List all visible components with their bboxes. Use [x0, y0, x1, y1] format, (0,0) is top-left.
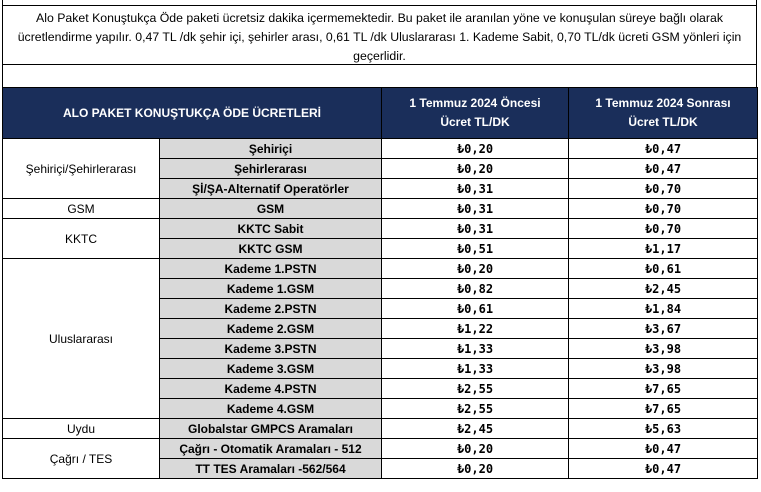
price-before-cell: ₺0,20: [382, 259, 569, 279]
price-after-cell: ₺3,67: [569, 319, 758, 339]
price-before-cell: ₺2,55: [382, 379, 569, 399]
price-after-cell: ₺0,47: [569, 439, 758, 459]
category-cell: Çağrı / TES: [3, 439, 160, 479]
item-cell: Şİ/ŞA-Alternatif Operatörler: [160, 179, 382, 199]
empty-spacer-row: [2, 65, 757, 87]
item-cell: Şehiriçi: [160, 139, 382, 159]
header-before: [382, 88, 569, 139]
item-cell: Kademe 4.GSM: [160, 399, 382, 419]
price-after-cell: ₺0,70: [569, 179, 758, 199]
item-cell: Globalstar GMPCS Aramaları: [160, 419, 382, 439]
table-row: [3, 259, 758, 279]
price-before-cell: ₺2,55: [382, 399, 569, 419]
price-after-cell: ₺0,47: [569, 139, 758, 159]
price-before-cell: ₺1,33: [382, 339, 569, 359]
price-after-cell: ₺2,45: [569, 279, 758, 299]
item-cell: Çağrı - Otomatik Aramaları - 512: [160, 439, 382, 459]
price-after-cell: ₺7,65: [569, 379, 758, 399]
price-after-cell: ₺3,98: [569, 339, 758, 359]
price-after-cell: ₺1,84: [569, 299, 758, 319]
item-cell: Kademe 2.GSM: [160, 319, 382, 339]
price-before-cell: ₺0,31: [382, 219, 569, 239]
item-cell: Kademe 3.PSTN: [160, 339, 382, 359]
item-cell: Kademe 2.PSTN: [160, 299, 382, 319]
price-after-cell: ₺7,65: [569, 399, 758, 419]
header-after-line2: Ücret TL/DK: [628, 115, 698, 129]
price-after-cell: ₺5,63: [569, 419, 758, 439]
item-cell: GSM: [160, 199, 382, 219]
item-cell: Kademe 4.PSTN: [160, 379, 382, 399]
price-after-cell: ₺3,98: [569, 359, 758, 379]
price-after-cell: ₺0,70: [569, 219, 758, 239]
price-after-cell: ₺0,61: [569, 259, 758, 279]
table-row: [3, 139, 758, 159]
item-cell: KKTC GSM: [160, 239, 382, 259]
header-after-line1: 1 Temmuz 2024 Sonrası: [595, 96, 731, 110]
price-before-cell: ₺1,33: [382, 359, 569, 379]
table-row: [3, 439, 758, 459]
header-after: [569, 88, 758, 139]
table-row: [3, 199, 758, 219]
category-cell: Uluslararası: [3, 259, 160, 419]
item-cell: Kademe 1.GSM: [160, 279, 382, 299]
item-cell: Kademe 1.PSTN: [160, 259, 382, 279]
header-title: ALO PAKET KONUŞTUKÇA ÖDE ÜCRETLERİ: [3, 88, 382, 139]
item-cell: KKTC Sabit: [160, 219, 382, 239]
price-before-cell: ₺0,51: [382, 239, 569, 259]
tariff-table: [2, 87, 758, 479]
table-row: [3, 419, 758, 439]
item-cell: TT TES Aramaları -562/564: [160, 459, 382, 479]
table-row: [3, 219, 758, 239]
header-before-line2: Ücret TL/DK: [440, 115, 510, 129]
price-before-cell: ₺0,31: [382, 179, 569, 199]
price-after-cell: ₺0,47: [569, 159, 758, 179]
price-before-cell: ₺0,61: [382, 299, 569, 319]
price-before-cell: ₺2,45: [382, 419, 569, 439]
category-cell: Şehiriçi/Şehirlerarası: [3, 139, 160, 199]
price-before-cell: ₺0,20: [382, 459, 569, 479]
price-before-cell: ₺0,20: [382, 159, 569, 179]
price-after-cell: ₺0,47: [569, 459, 758, 479]
price-before-cell: ₺1,22: [382, 319, 569, 339]
header-before-line1: 1 Temmuz 2024 Öncesi: [409, 96, 541, 110]
category-cell: KKTC: [3, 219, 160, 259]
price-before-cell: ₺0,82: [382, 279, 569, 299]
price-before-cell: ₺0,20: [382, 439, 569, 459]
category-cell: GSM: [3, 199, 160, 219]
item-cell: Kademe 3.GSM: [160, 359, 382, 379]
table-header-row: [3, 88, 758, 139]
price-before-cell: ₺0,20: [382, 139, 569, 159]
price-after-cell: ₺0,70: [569, 199, 758, 219]
price-before-cell: ₺0,31: [382, 199, 569, 219]
item-cell: Şehirlerarası: [160, 159, 382, 179]
price-after-cell: ₺1,17: [569, 239, 758, 259]
info-note: Alo Paket Konuştukça Öde paketi ücretsiz dakika içermemektedir. Bu paket ile aranılan yöne ve konuşulan süreye bağlı olarak ücretlendirme yapılır. 0,47 TL /dk şehir içi, şehirler arası, 0,61 TL /dk Uluslararası 1. Kademe Sabit, 0,70 TL/dk ücreti GSM yönleri için geçerlidir.: [2, 6, 757, 65]
category-cell: Uydu: [3, 419, 160, 439]
